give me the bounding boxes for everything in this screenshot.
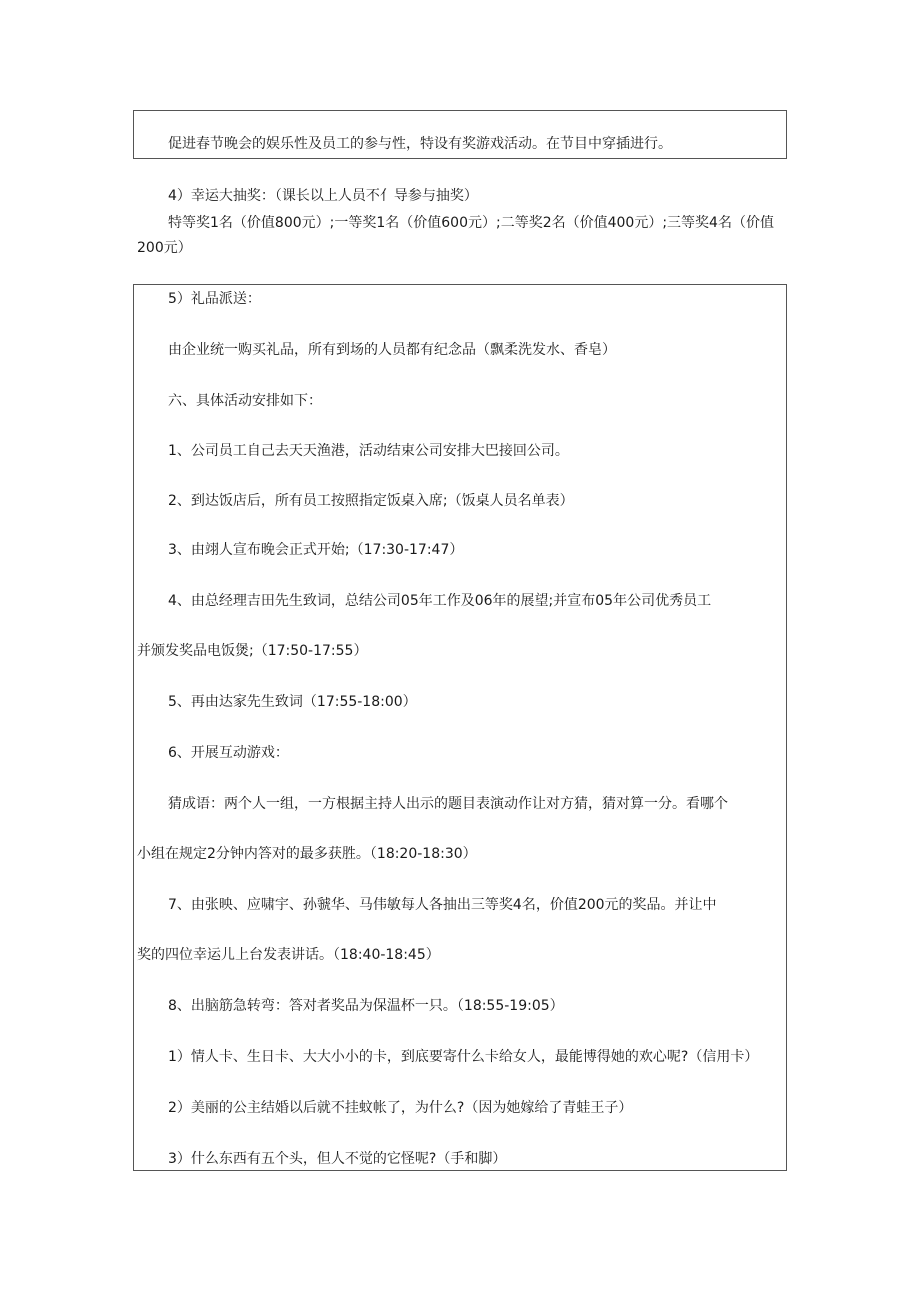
riddle-1: 1）情人卡、生日卡、大大小小的卡，到底要寄什么卡给女人，最能博得她的欢心呢?（信用卡） — [168, 1049, 759, 1065]
schedule-item-5: 5、再由达家先生致词（17:55-18:00） — [168, 694, 417, 710]
schedule-item-4: 4、由总经理吉田先生致词，总结公司05年工作及06年的展望;并宣布05年公司优秀员工 — [168, 593, 712, 609]
schedule-item-1: 1、公司员工自己去天天渔港，活动结束公司安排大巴接回公司。 — [168, 443, 569, 459]
schedule-item-3: 3、由翊人宣布晚会正式开始;（17:30-17:47） — [168, 542, 464, 558]
lottery-heading: 4）幸运大抽奖：（课长以上人员不亻导参与抽奖） — [168, 188, 478, 204]
schedule-heading: 六、具体活动安排如下： — [168, 393, 322, 409]
schedule-box — [133, 284, 787, 1171]
schedule-item-4-cont: 并颁发奖品电饭煲;（17:50-17:55） — [137, 643, 368, 659]
intro-text: 促进春节晚会的娱乐性及员工的参与性，特设有奖游戏活动。在节目中穿插进行。 — [168, 136, 672, 152]
riddle-3: 3）什么东西有五个头，但人不觉的它怪呢?（手和脚） — [168, 1151, 507, 1167]
lottery-prizes-line1: 特等奖1名（价值800元）;一等奖1名（价值600元）;二等奖2名（价值400元）;三等奖4名（价值 — [168, 215, 774, 231]
schedule-item-8: 8、出脑筋急转弯：答对者奖品为保温杯一只。（18:55-19:05） — [168, 998, 564, 1014]
game-idiom-cont: 小组在规定2分钟内答对的最多获胜。（18:20-18:30） — [137, 846, 477, 862]
schedule-item-7-cont: 奖的四位幸运儿上台发表讲话。（18:40-18:45） — [137, 947, 440, 963]
riddle-2: 2）美丽的公主结婚以后就不挂蚊帐了，为什么?（因为她嫁给了青蛙王子） — [168, 1100, 633, 1116]
gift-text: 由企业统一购买礼品，所有到场的人员都有纪念品（飘柔洗发水、香皂） — [168, 342, 616, 358]
schedule-item-6: 6、开展互动游戏： — [168, 745, 289, 761]
schedule-item-2: 2、到达饭店后，所有员工按照指定饭桌入席;（饭桌人员名单表） — [168, 493, 574, 509]
lottery-prizes-line2: 200元） — [137, 240, 192, 256]
gift-heading: 5）礼品派送： — [168, 291, 261, 307]
schedule-item-7: 7、由张映、应啸宇、孙虢华、马伟敏每人各抽出三等奖4名，价值200元的奖品。并让中 — [168, 897, 717, 913]
game-idiom: 猜成语：两个人一组，一方根据主持人出示的题目表演动作让对方猜，猜对算一分。看哪个 — [168, 796, 728, 812]
